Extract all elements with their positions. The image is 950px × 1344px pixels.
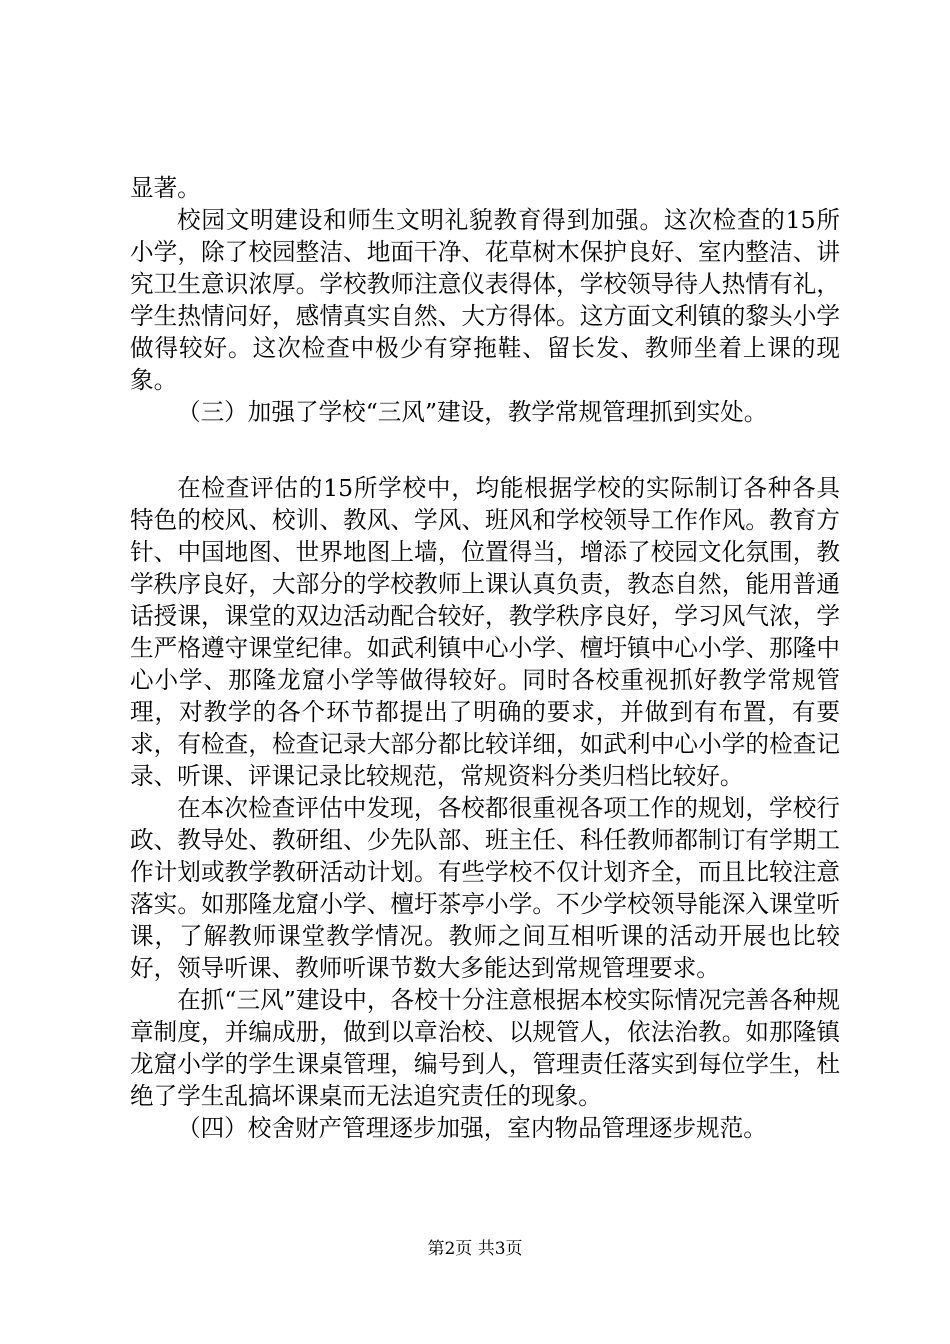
page-number-footer: 第2页 共3页 xyxy=(427,1239,523,1259)
paragraph-continuation: 显著。 xyxy=(130,174,201,202)
paragraph-three-styles: 在抓“三风”建设中，各校十分注意根据本校实际情况完善各种规章制度，并编成册，做到以章治校、以规管人，依法治教。如那隆镇龙窟小学的学生课桌管理，编号到人，管理责任落实到每位学生，杜绝了学生乱搞坏课桌而无法追究责任的现象。 xyxy=(130,986,840,1110)
paragraph-evaluation-schools: 在检查评估的15所学校中，均能根据学校的实际制订各种各具特色的校风、校训、教风、学风、班风和学校领导工作作风。教育方针、中国地图、世界地图上墙，位置得当，增添了校园文化氛围，教学秩序良好，大部分的学校教师上课认真负责，教态自然，能用普通话授课，课堂的双边活动配合较好，教学秩序良好，学习风气浓，学生严格遵守课堂纪律。如武利镇中心小学、檀圩镇中心小学、那隆中心小学、那隆龙窟小学等做得较好。同时各校重视抓好教学常规管理，对教学的各个环节都提出了明确的要求，并做到有布置，有要求，有检查，检查记录大部分都比较详细，如武利中心小学的检查记录、听课、评课记录比较规范，常规资料分类归档比较好。 xyxy=(130,474,840,790)
paragraph-work-planning: 在本次检查评估中发现，各校都很重视各项工作的规划，学校行政、教导处、教研组、少先队部、班主任、科任教师都制订有学期工作计划或教学教研活动计划。有些学校不仅计划齐全，而且比较注意落实。如那隆龙窟小学、檀圩茶亭小学。不少学校领导能深入课堂听课，了解教师课堂教学情况。教师之间互相听课的活动开展也比较好，领导听课、教师听课节数大多能达到常规管理要求。 xyxy=(130,794,840,982)
section-heading-four: （四）校舍财产管理逐步加强，室内物品管理逐步规范。 xyxy=(177,1114,767,1142)
section-heading-three: （三）加强了学校“三风”建设，教学常规管理抓到实处。 xyxy=(177,398,768,426)
paragraph-spacer xyxy=(130,428,840,472)
document-body xyxy=(130,172,840,1144)
paragraph-campus-civility: 校园文明建设和师生文明礼貌教育得到加强。这次检查的15所小学，除了校园整洁、地面干净、花草树木保护良好、室内整洁、讲究卫生意识浓厚。学校教师注意仪表得体，学校领导待人热情有礼，学生热情问好，感情真实自然、大方得体。这方面文利镇的黎头小学做得较好。这次检查中极少有穿拖鞋、留长发、教师坐着上课的现象。 xyxy=(130,206,840,394)
